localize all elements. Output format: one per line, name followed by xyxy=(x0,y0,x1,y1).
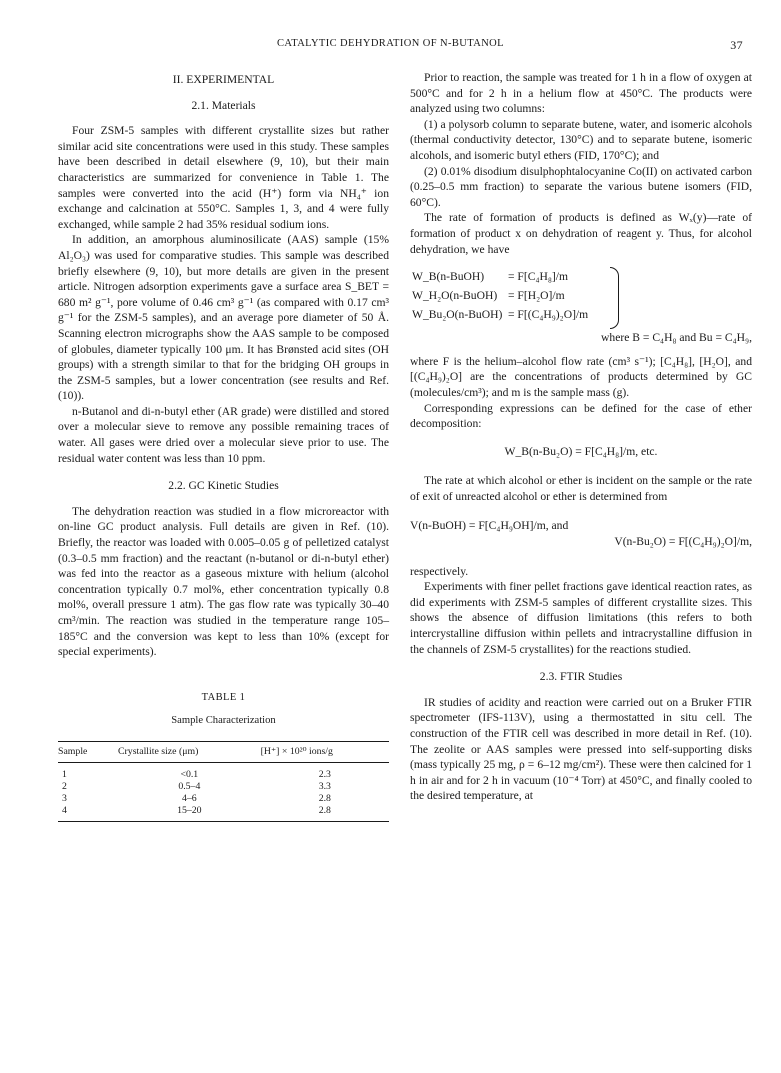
equation-brace xyxy=(610,267,619,329)
subsection-heading-ftir: 2.3. FTIR Studies xyxy=(539,670,623,684)
equation-rhs: = F[(C₄H₉)₂O]/m xyxy=(508,308,589,322)
table-cell-acid-concentration: 2.8 xyxy=(261,805,389,822)
v-equation-alcohol: V(n-BuOH) = F[C₄H₉OH]/m, and xyxy=(410,519,569,533)
table-cell-crystallite-size: <0.1 xyxy=(180,768,199,780)
section-heading-experimental: II. EXPERIMENTAL xyxy=(172,73,275,86)
equation-lhs: W_Bu₂O(n-BuOH) xyxy=(412,308,503,322)
subsection-heading-gc-kinetic: 2.2. GC Kinetic Studies xyxy=(168,479,279,493)
paragraph-materials-1: Four ZSM-5 samples with different crystallite sizes but rather similar acid site concentrations were used in this study. These samples have been described in detail elsewhere (9, 10), but their main characteristics are summarized for convenience in Table 1. The samples were converted into the acid (H⁺) form via NH₄⁺ ion exchange and calcination at 550°C. Samples 1, 3, and 4 were fully exchanged, while sample 2 had 35% residual sodium ions. xyxy=(58,124,389,231)
ether-equation: W_B(n-Bu₂O) = F[C₄H₈]/m, etc. xyxy=(504,444,658,458)
table-cell-crystallite-size: 4–6 xyxy=(181,792,197,804)
column-list-item-2: (2) 0.01% disodium disulphophtalocyanine Co(II) on activated carbon (0.25–0.5 mm fraction) to separate the various butene isomers (FID, 60°C). xyxy=(410,164,752,209)
left-column xyxy=(58,70,389,822)
rate-equation xyxy=(410,286,752,305)
paragraph-pretreatment: Prior to reaction, the sample was treated for 1 h in a flow of oxygen at 500°C and for 2 h in a helium flow at 450°C. The products were analyzed using two columns: xyxy=(410,71,752,116)
table-cell-sample: 2 xyxy=(62,780,67,792)
table-cell-crystallite-size: 0.5–4 xyxy=(178,780,201,792)
column-list-item-1: (1) a polysorb column to separate butene, water, and isomeric alcohols (thermal conductivity detector, 130°C) and to separate butene, isomeric alcohols, and isomeric butyl ethers (FID, 170°C); and xyxy=(410,117,752,162)
sample-characterization-table xyxy=(58,741,389,822)
paragraph-incident-rate: The rate at which alcohol or ether is incident on the sample or the rate of exit of unreacted alcohol or ether is determined from xyxy=(410,474,752,503)
equation-lhs: W_H₂O(n-BuOH) xyxy=(412,289,498,303)
table-header-acid-concentration: [H⁺] × 10²⁰ ions/g xyxy=(261,741,389,762)
paragraph-experiments: Experiments with finer pellet fractions gave identical reaction rates, as did experiments with ZSM-5 samples of different crystallite sizes. This shows the absence of diffusion limitations (this refers to both intercrystalline diffusion within pellets and intracrystalline diffusion in the channels of ZSM-5 crystallites) for the reactions studied. xyxy=(410,580,752,656)
paragraph-definitions: where F is the helium–alcohol flow rate (cm³ s⁻¹); [C₄H₈], [H₂O], and [(C₄H₉)₂O] are the concentrations of products determined by GC (molecules/cm³); and m is the sample mass (g). xyxy=(410,354,752,399)
rate-equation xyxy=(410,305,752,324)
rate-equation xyxy=(410,267,752,286)
table-caption: Sample Characterization xyxy=(171,715,276,727)
table-cell-sample: 1 xyxy=(62,768,67,780)
table-row xyxy=(58,781,389,793)
table-header-sample: Sample xyxy=(58,741,118,762)
where-clause: where B = C₄H₈ and Bu = C₄H₉, xyxy=(601,331,752,345)
respectively-text: respectively. xyxy=(410,564,469,578)
running-title: CATALYTIC DEHYDRATION OF N-BUTANOL xyxy=(277,38,504,49)
subsection-heading-materials: 2.1. Materials xyxy=(191,98,256,112)
v-equation-ether: V(n-Bu₂O) = F[(C₄H₉)₂O]/m, xyxy=(614,535,752,549)
page-number: 37 xyxy=(730,38,743,52)
paragraph-rate-definition: The rate of formation of products is defined as Wₓ(y)—rate of formation of product x on dehydration of reagent y. Thus, for alcohol dehydration, we have xyxy=(410,211,752,256)
table-row xyxy=(58,805,389,822)
paragraph-ether: Corresponding expressions can be defined for the case of ether decomposition: xyxy=(410,401,752,431)
table-cell-crystallite-size: 15–20 xyxy=(118,805,261,822)
equation-rhs: = F[C₄H₈]/m xyxy=(508,270,569,284)
table-title: TABLE 1 xyxy=(201,691,246,703)
paragraph-materials-3: n-Butanol and di-n-butyl ether (AR grade) were distilled and stored over a molecular sieve to remove any possible remaining traces of water. All gases were dried over a molecular sieve prior to use. The residual water content was less than 10 ppm. xyxy=(58,404,389,465)
right-column xyxy=(410,70,752,804)
paragraph-ftir: IR studies of acidity and reaction were carried out on a Bruker FTIR spectrometer (IFS-113V), using a thermostatted in situ cell. The construction of the FTIR cell was described in more detail in Ref. (10). The zeolite or AAS samples were pressed into self-supporting disks (mass typically 25 mg, ρ = 6–12 mg/cm²). These were then calcined for 1 h in air and for 2 h in vacuum (10⁻⁴ Torr) at 450°C, and finally cooled to the desired temperature, at xyxy=(410,695,752,803)
table-cell-acid-concentration: 2.8 xyxy=(318,792,331,804)
rate-equation-group xyxy=(410,267,752,324)
paragraph-materials-2: In addition, an amorphous aluminosilicate (AAS) sample (15% Al₂O₃) was used for comparative studies. This sample was described briefly elsewhere (9, 10), but more details are given in the present article. Nitrogen adsorption experiments gave a surface area S_BET = 680 m² g⁻¹, pore volume of 0.46 cm³ g⁻¹ (as compared with 0.17 cm³ g⁻¹ for the ZSM-5 samples), and an average pore diameter of 50 Å. Scanning electron micrographs show the AAS sample to be composed of globules, diameter typically 100 μm. It has Brønsted acid sites (OH groups) with a strength similar to that for the bridging OH groups in the ZSM-5 samples, but a lower concentration (see results and Ref. (10)). xyxy=(58,233,389,403)
equation-lhs: W_B(n-BuOH) xyxy=(412,270,485,284)
table-cell-acid-concentration: 3.3 xyxy=(318,780,331,792)
table-header-crystallite-size: Crystallite size (μm) xyxy=(118,741,261,762)
table-row xyxy=(58,793,389,805)
table-row xyxy=(58,762,389,781)
paragraph-gc-kinetic: The dehydration reaction was studied in a flow microreactor with on-line GC product analysis. Full details are given in Ref. (10). Briefly, the reactor was loaded with 0.005–0.05 g of pelletized catalyst (0.3–0.5 mm fraction) and the reactant (n-butanol or di-n-butyl ether) was fed into the reactor as a gaseous mixture with helium (alcohol concentration typically 0.7 mol%, ether concentration typically 0.8 mol%, overall pressure 1 atm). The gas flow rate was typically 30–40 cm³/min. The reaction was studied in the temperature range 105–185°C and the conversion was kept to less than 10% (except for special experiments). xyxy=(58,504,389,659)
equation-rhs: = F[H₂O]/m xyxy=(508,289,565,303)
table-cell-sample: 3 xyxy=(62,792,67,804)
table-header-row xyxy=(58,741,389,762)
table-cell-sample: 4 xyxy=(58,805,118,822)
table-cell-acid-concentration: 2.3 xyxy=(318,768,331,780)
